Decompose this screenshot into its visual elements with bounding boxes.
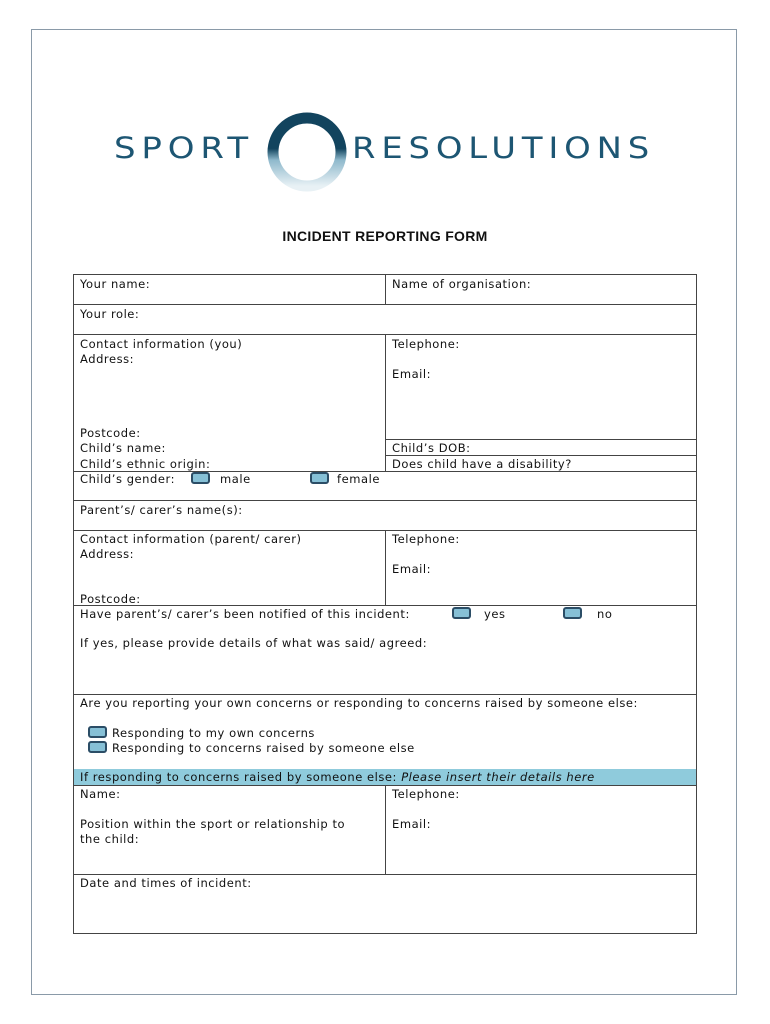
your-name-label: Your name: (80, 277, 151, 291)
gender-male-checkbox[interactable] (191, 472, 210, 484)
own-concerns-label: Responding to my own concerns (112, 726, 315, 740)
band-text: If responding to concerns raised by someone else: (80, 770, 402, 784)
position-label-line1: Position within the sport or relationship to (80, 817, 346, 831)
notified-details-label: If yes, please provide details of what was said/ agreed: (80, 636, 428, 650)
parents-names-label: Parent’s/ carer’s name(s): (80, 503, 243, 517)
parent-address-label: Address: (80, 547, 135, 561)
parent-telephone-label: Telephone: (392, 532, 460, 546)
other-name-label: Name: (80, 787, 121, 801)
parent-postcode-label: Postcode: (80, 592, 141, 606)
address-label: Address: (80, 352, 135, 366)
notified-yes-label: yes (484, 607, 506, 621)
other-concerns-checkbox[interactable] (88, 741, 107, 753)
gender-female-checkbox[interactable] (310, 472, 329, 484)
childs-dob-label: Child’s DOB: (392, 441, 471, 455)
own-concerns-checkbox[interactable] (88, 726, 107, 738)
childs-ethnic-origin-label: Child’s ethnic origin: (80, 457, 211, 471)
postcode-label: Postcode: (80, 426, 141, 440)
form-title: INCIDENT REPORTING FORM (282, 228, 488, 244)
notified-no-checkbox[interactable] (563, 607, 582, 619)
gender-female-label: female (337, 472, 380, 486)
other-details-band (74, 769, 696, 785)
childs-name-label: Child’s name: (80, 441, 166, 455)
logo-ring (273, 118, 341, 186)
parent-email-label: Email: (392, 562, 432, 576)
position-label-line2: the child: (80, 832, 140, 846)
parents-notified-label: Have parent’s/ carer’s been notified of this incident: (80, 607, 410, 621)
reporting-question-label: Are you reporting your own concerns or responding to concerns raised by someone else: (80, 696, 638, 710)
incident-form-table (73, 274, 697, 934)
other-email-label: Email: (392, 817, 432, 831)
other-concerns-label: Responding to concerns raised by someone else (112, 741, 415, 755)
logo-word-resolutions: RESOLUTIONS (352, 131, 655, 165)
childs-gender-label: Child’s gender: (80, 472, 175, 486)
contact-you-label: Contact information (you) (80, 337, 243, 351)
notified-yes-checkbox[interactable] (452, 607, 471, 619)
gender-male-label: male (220, 472, 251, 486)
sport-resolutions-logo (114, 112, 659, 192)
notified-no-label: no (597, 607, 613, 621)
other-telephone-label: Telephone: (392, 787, 460, 801)
child-disability-label: Does child have a disability? (392, 457, 572, 471)
your-role-label: Your role: (80, 307, 140, 321)
organisation-label: Name of organisation: (392, 277, 532, 291)
contact-parent-label: Contact information (parent/ carer) (80, 532, 302, 546)
telephone-label: Telephone: (392, 337, 460, 351)
email-label: Email: (392, 367, 432, 381)
logo-word-sport: SPORT (114, 131, 254, 165)
band-italic-text: Please insert their details here (401, 770, 595, 784)
date-times-label: Date and times of incident: (80, 876, 252, 890)
